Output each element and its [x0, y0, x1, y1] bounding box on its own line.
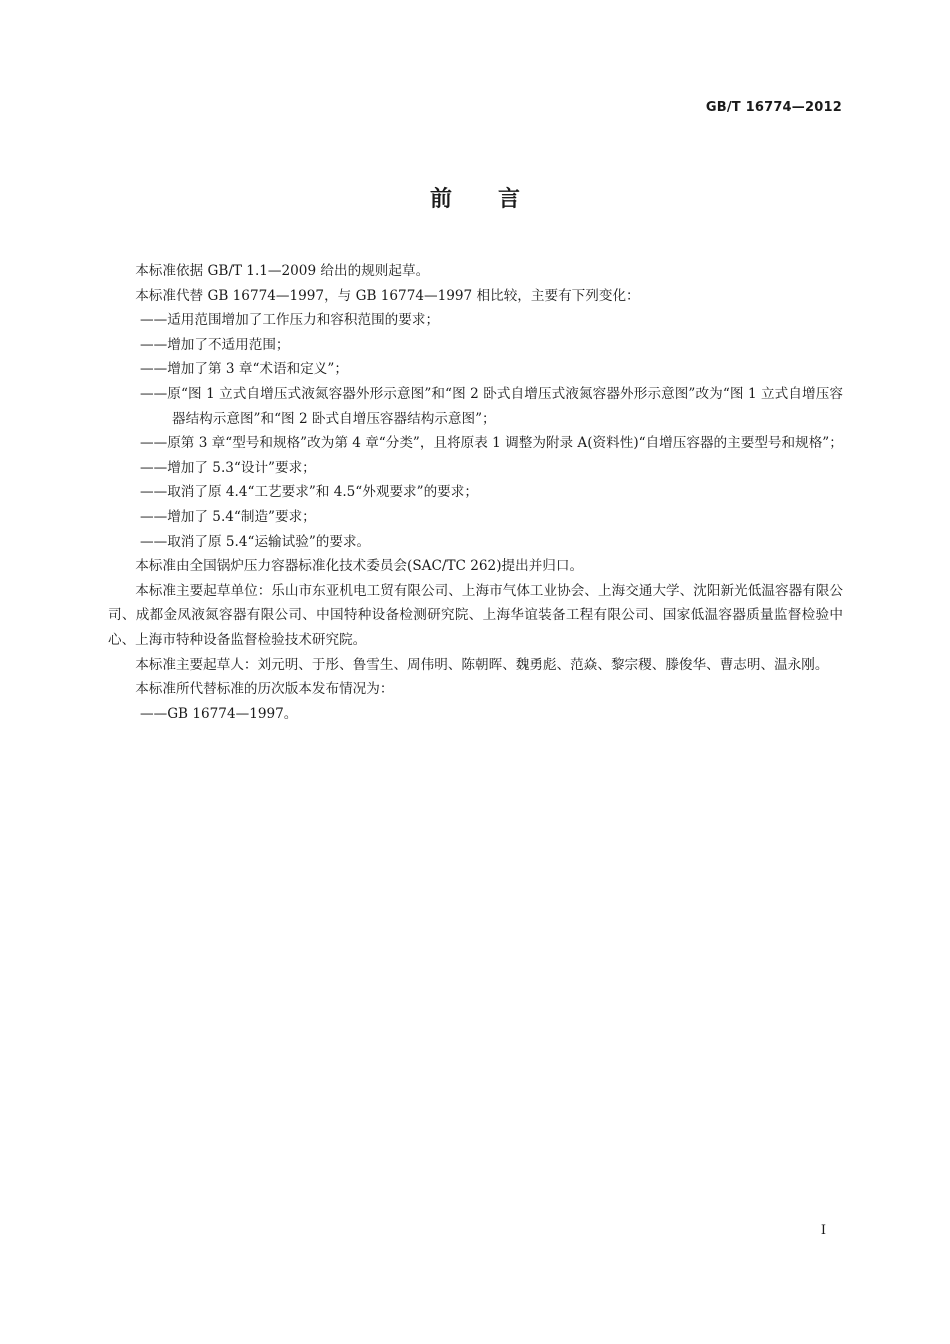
change-item: ——增加了 5.3“设计”要求；	[140, 459, 316, 476]
standard-code: GB/T 16774—2012	[705, 100, 842, 115]
page-title: 前言	[429, 187, 566, 212]
change-item: ——适用范围增加了工作压力和容积范围的要求；	[140, 312, 440, 329]
change-item: ——增加了第 3 章“术语和定义”；	[140, 361, 348, 378]
change-item: ——取消了原 5.4“运输试验”的要求。	[140, 533, 371, 550]
history-item: ——GB 16774—1997。	[140, 705, 298, 722]
preface-body	[108, 259, 843, 726]
page-number: I	[820, 1223, 826, 1238]
paragraph-proposer: 本标准由全国锅炉压力容器标准化技术委员会(SAC/TC 262)提出并归口。	[135, 558, 584, 575]
paragraph-drafters: 本标准主要起草人：刘元明、于彤、鲁雪生、周伟明、陈朝晖、魏勇彪、范焱、黎宗稷、滕俊华、曹志明、温永刚。	[135, 656, 829, 673]
change-item: ——增加了不适用范围；	[140, 336, 290, 353]
change-item: ——原第 3 章“型号和规格”改为第 4 章“分类”，且将原表 1 调整为附录 A(资料性)“自增压容器的主要型号和规格”；	[140, 435, 843, 452]
change-item: ——取消了原 4.4“工艺要求”和 4.5“外观要求”的要求；	[140, 484, 478, 501]
change-item: ——原“图 1 立式自增压式液氮容器外形示意图”和“图 2 卧式自增压式液氮容器外形示意图”改为“图 1 立式自增压容器结构示意图”和“图 2 卧式自增压容器结构示意图”；	[140, 385, 843, 427]
paragraph-replacement: 本标准代替 GB 16774—1997，与 GB 16774—1997 相比较，主要有下列变化：	[135, 287, 640, 304]
change-item: ——增加了 5.4“制造”要求；	[140, 508, 316, 525]
paragraph-history: 本标准所代替标准的历次版本发布情况为：	[135, 681, 394, 698]
paragraph-drafting-rules: 本标准依据 GB/T 1.1—2009 给出的规则起草。	[135, 263, 430, 279]
paragraph-drafting-units: 本标准主要起草单位：乐山市东亚机电工贸有限公司、上海市气体工业协会、上海交通大学、沈阳新光低温容器有限公司、成都金凤液氮容器有限公司、中国特种设备检测研究院、上海华谊装备工程有限公司、国家低温容器质量监督检验中心、上海市特种设备监督检验技术研究院。	[108, 582, 843, 648]
